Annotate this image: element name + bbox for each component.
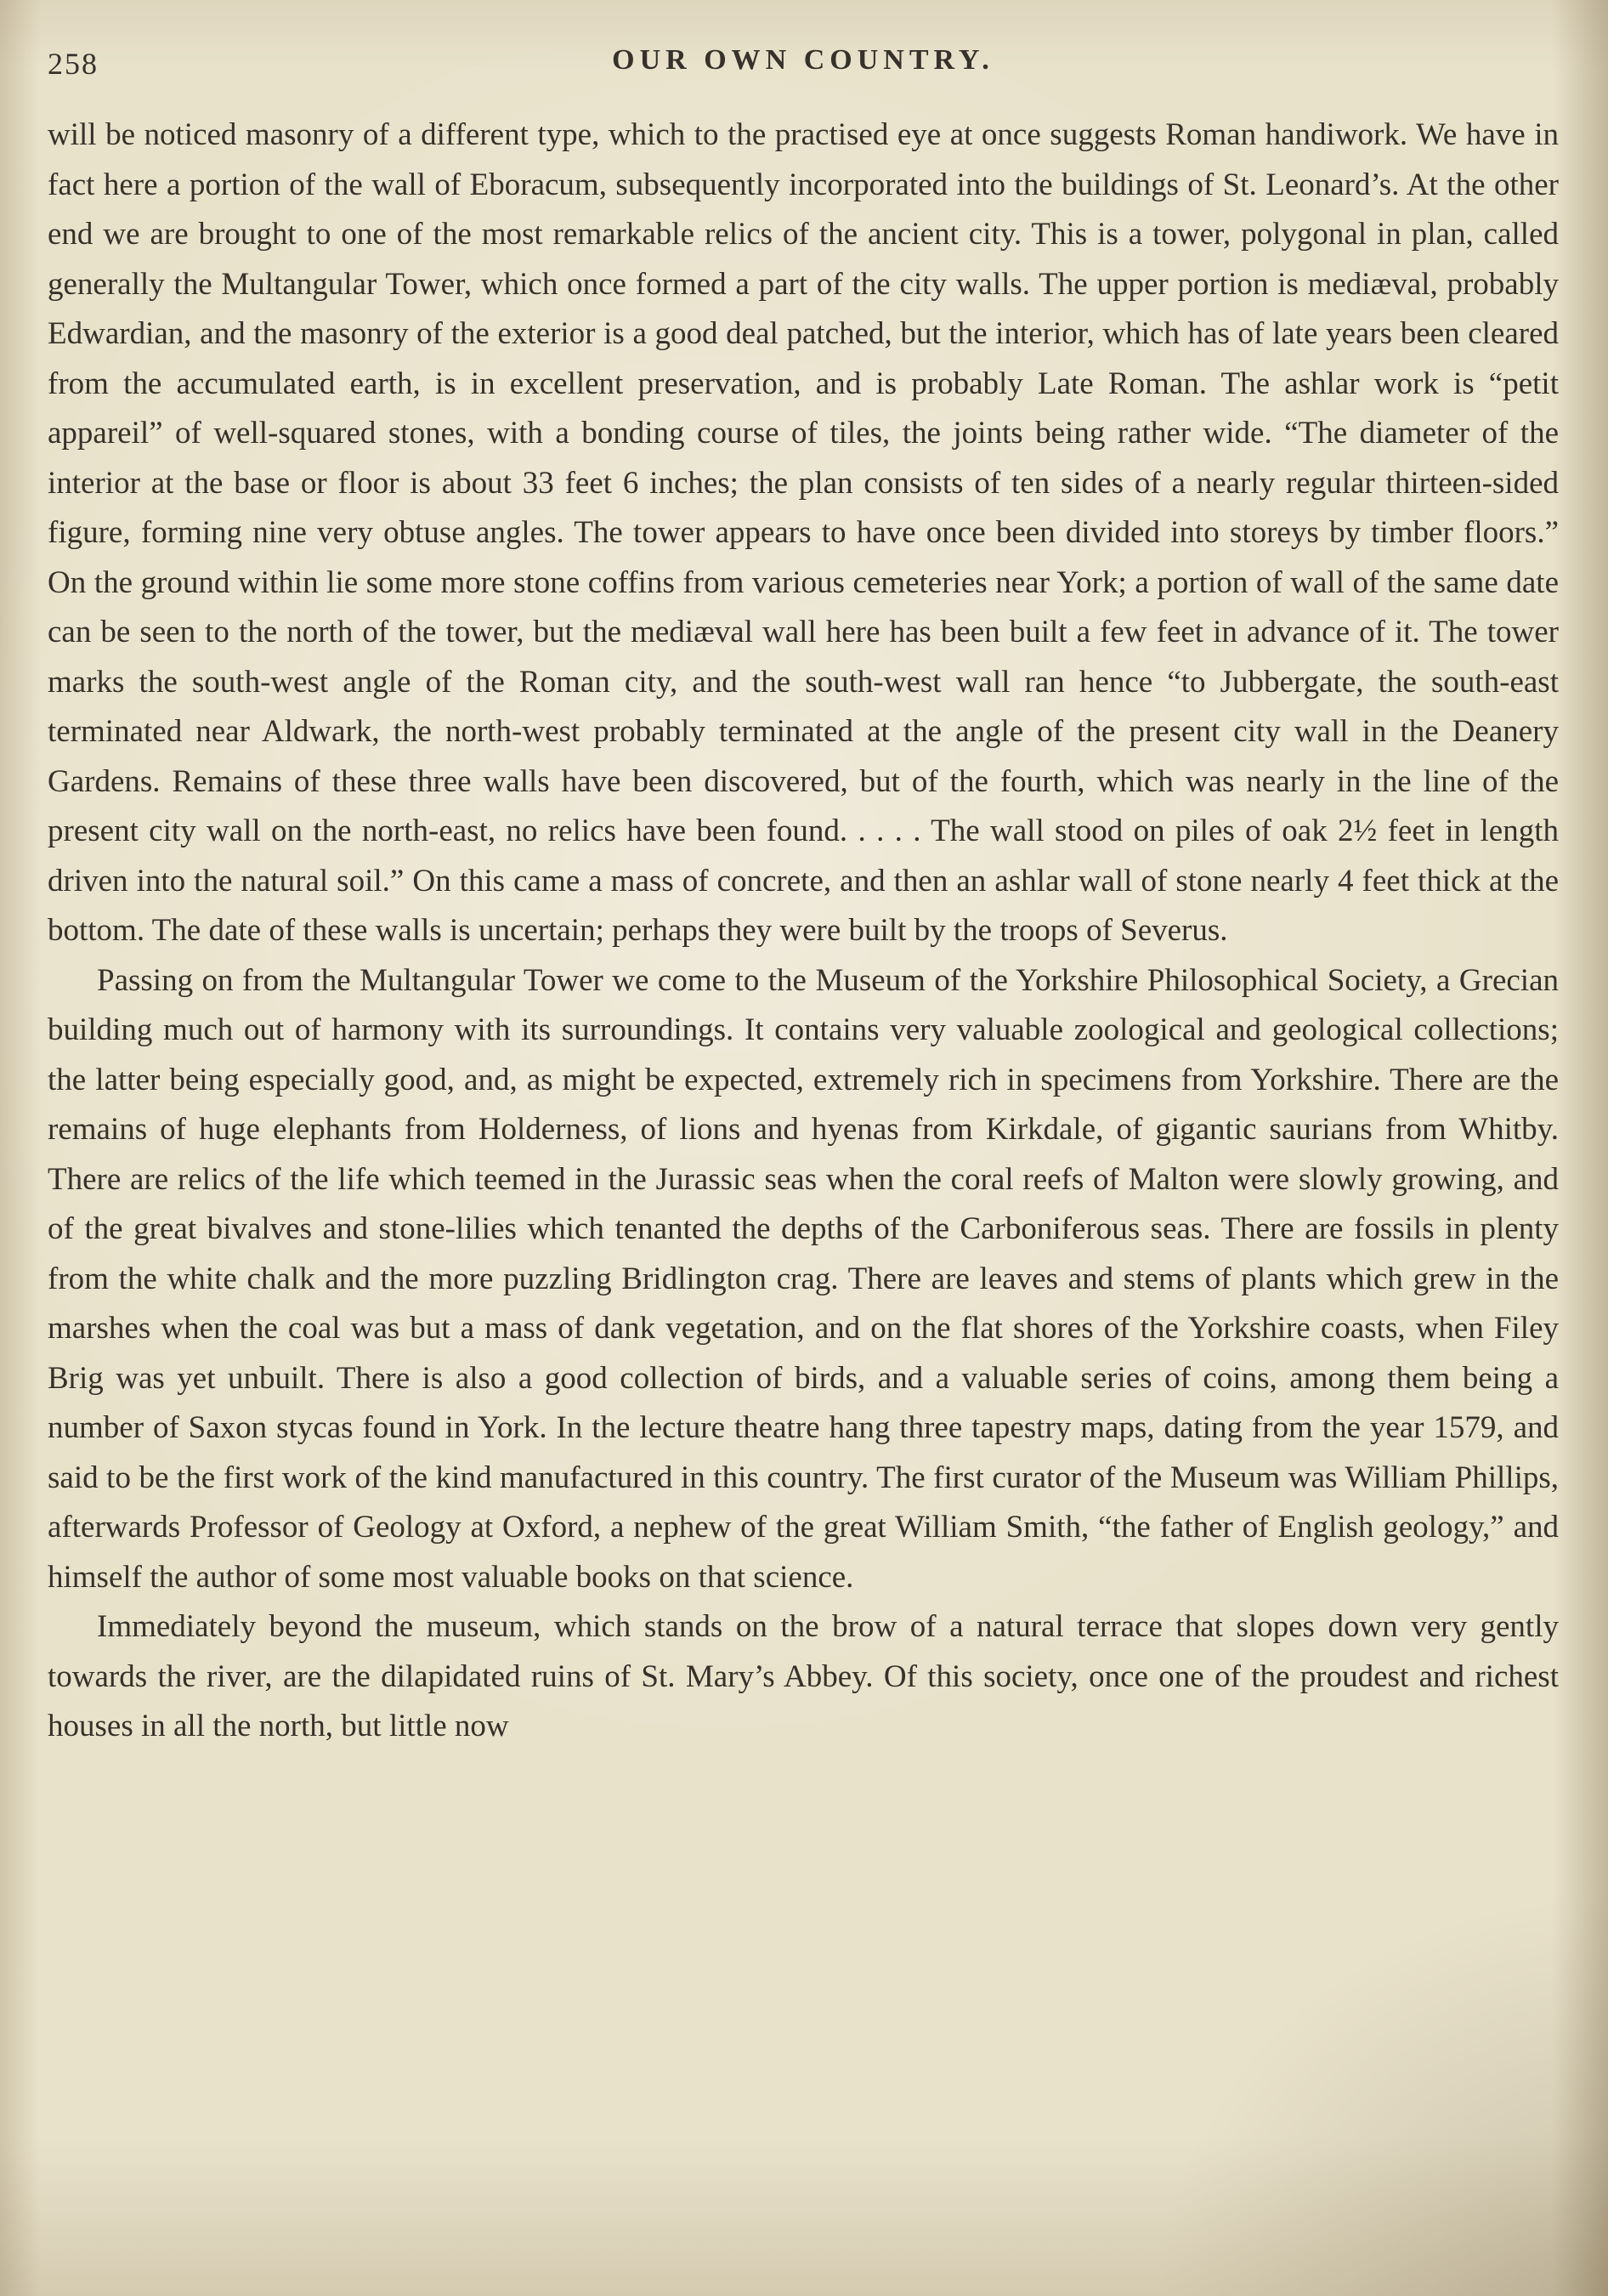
running-header-title: OUR OWN COUNTRY. [612,44,994,76]
paragraph-museum: Passing on from the Multangular Tower we come to the Museum of the Yorkshire Philosophical Society, a Grecian building much out of harmony with its surroundings. It contains very valuable zoological and geological collections; the latter being especially good, and, as might be expected, extremely rich in specimens from Yorkshire. There are the remains of huge elephants from Holderness, of lions and hyenas from Kirkdale, of gigantic saurians from Whitby. There are relics of the life which teemed in the Jurassic seas when the coral reefs of Malton were slowly growing, and of the great bivalves and stone-lilies which tenanted the depths of the Carboniferous seas. There are fossils in plenty from the white chalk and the more puzzling Bridlington crag. There are leaves and stems of plants which grew in the marshes when the coal was but a mass of dank vegetation, and on the flat shores of the Yorkshire coasts, when Filey Brig was yet unbuilt. There is also a good collection of birds, and a valuable series of coins, among them being a number of Saxon stycas found in York. In the lecture theatre hang three tapestry maps, dating from the year 1579, and said to be the first work of the kind manufactured in this country. The first curator of the Museum was William Phillips, afterwards Professor of Geology at Oxford, a nephew of the great William Smith, “the father of English geology,” and himself the author of some most valuable books on that science. [48,962,1559,1595]
paragraph-continuation: will be noticed masonry of a different type, which to the practised eye at once suggests Roman handiwork. We have in fact here a portion of the wall of Eboracum, subsequently incorporated into the buildings of St. Leonard’s. At the other end we are brought to one of the most remarkable relics of the ancient city. This is a tower, polygonal in plan, called generally the Multangular Tower, which once formed a part of the city walls. The upper portion is mediæval, probably Edwardian, and the masonry of the exterior is a good deal patched, but the interior, which has of late years been cleared from the accumulated earth, is in excellent preservation, and is probably Late Roman. The ashlar work is “petit appareil” of well-squared stones, with a bonding course of tiles, the joints being rather wide. “The diameter of the interior at the base or floor is about 33 feet 6 inches; the plan consists of ten sides of a nearly regular thirteen-sided figure, forming nine very obtuse angles. The tower appears to have once been divided into storeys by timber floors.” On the ground within lie some more stone coffins from various cemeteries near York; a portion of wall of the same date can be seen to the north of the tower, but the mediæval wall here has been built a few feet in advance of it. The tower marks the south-west angle of the Roman city, and the south-west wall ran hence “to Jubbergate, the south-east terminated near Aldwark, the north-west probably terminated at the angle of the present city wall in the Deanery Gardens. Remains of these three walls have been discovered, but of the fourth, which was nearly in the line of the present city wall on the north-east, no relics have been found. . . . . The wall stood on piles of oak 2½ feet in length driven into the natural soil.” On this came a mass of concrete, and then an ashlar wall of stone nearly 4 feet thick at the bottom. The date of these walls is uncertain; perhaps they were built by the troops of Severus. [48,117,1559,948]
page-header [48,37,1559,90]
page-number: 258 [48,47,99,81]
page-body [48,111,1559,1752]
paragraph-abbey: Immediately beyond the museum, which stands on the brow of a natural terrace that slopes down very gently towards the river, are the dilapidated ruins of St. Mary’s Abbey. Of this society, once one of the proudest and richest houses in all the north, but little now [48,1609,1559,1743]
